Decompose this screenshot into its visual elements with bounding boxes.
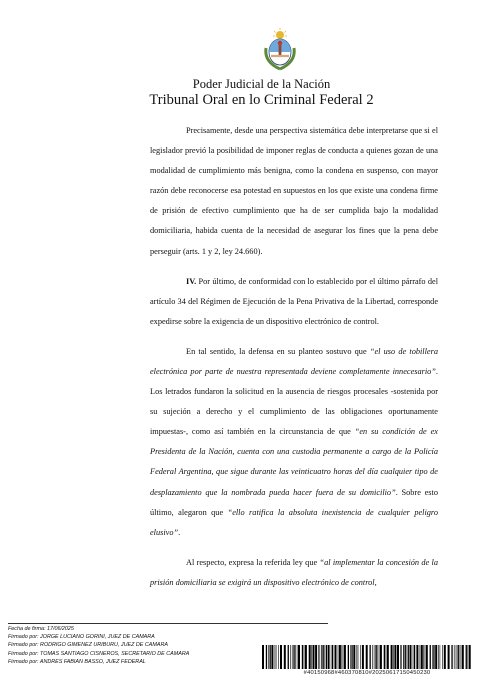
barcode-bar [380, 645, 382, 669]
barcode-bar [425, 645, 426, 669]
barcode-bar [401, 645, 402, 669]
barcode-bar [353, 645, 355, 669]
barcode-bar [451, 645, 452, 669]
barcode-bar [298, 645, 300, 669]
barcode-bar [468, 645, 469, 669]
paragraph-3-text-3: . Sobre esto último, alegaron que [150, 487, 438, 517]
barcode-bar [448, 645, 450, 669]
barcode-bar [315, 645, 317, 669]
barcode-bar [288, 645, 289, 669]
barcode-bar [397, 645, 399, 669]
barcode-bar [304, 645, 305, 669]
barcode-bar [394, 645, 396, 669]
barcode-bar [454, 645, 455, 669]
barcode-bar [421, 645, 423, 669]
paragraph-2-text: Por último, de conformidad con lo establecido por el último párrafo del artículo 34 del Régimen de Ejecución de la Pena Privativa de la Libertad, corresponde expedirse sobre la exigencia de un dispositivo electrónico de control. [150, 277, 438, 327]
barcode-bar [403, 645, 404, 669]
barcode-bar [458, 645, 459, 669]
signer-4: Firmado por: ANDRES FABIAN BASSO, JUEZ FEDERAL [8, 658, 146, 665]
paragraph-3-quote-3: “ello ratifica la absoluta inexistencia de cualquier peligro elusivo” [150, 507, 439, 537]
barcode-bar [344, 645, 346, 669]
barcode-bar [440, 645, 441, 669]
paragraph-3-text-1: En tal sentido, la defensa en su planteo sostuvo que [186, 346, 370, 356]
barcode-bar [379, 645, 380, 669]
coat-of-arms-seal [261, 28, 299, 72]
barcode-bar [408, 645, 409, 669]
barcode-bar [456, 645, 457, 669]
barcode-bar [376, 645, 377, 669]
barcode-bar [318, 645, 319, 669]
barcode-number: #40150968#460370810#20250617150450230 [303, 670, 431, 676]
paragraph-3-quote-2: “en su condición de ex Presidenta de la Nación, cuenta con una custodia permanente a cargo de la Policía Federal Argentina, que sigue durante las veinticuatro horas del día cualquier tipo de desplazamiento que la nombrada pueda hacer fuera de su domicilio” [150, 427, 438, 497]
barcode-bar [268, 645, 269, 669]
barcode-bar [366, 645, 368, 669]
barcode-bar [342, 645, 343, 669]
barcode-bar [438, 645, 439, 669]
barcode-bar [293, 645, 294, 669]
barcode-bar [350, 645, 351, 669]
barcode-bar [391, 645, 393, 669]
barcode-bar [332, 645, 333, 669]
barcode-bar [386, 645, 387, 669]
barcode-bar [405, 645, 406, 669]
barcode-bar [305, 645, 307, 669]
barcode-bar [358, 645, 359, 669]
signature-block [8, 625, 288, 666]
document-barcode [262, 645, 472, 677]
barcode-bar [275, 645, 276, 669]
barcode-bar [297, 645, 298, 669]
barcode-bar [266, 645, 267, 669]
barcode-bar [262, 645, 264, 669]
barcode-bar [457, 645, 458, 669]
barcode-bar [271, 645, 273, 669]
paragraph-4-quote-1: “al implementar la concesión de la prisión domiciliaria se exigirá un dispositivo electrónico de control, [150, 558, 438, 588]
barcode-bar [442, 645, 443, 669]
barcode-bar [416, 645, 418, 669]
barcode-bar [326, 645, 327, 669]
barcode-bar [280, 645, 282, 669]
paragraph-3-text-2: . Los letrados fundaron la solicitud en la ausencia de riesgos procesales -sostenida por su sujeción a derecho y el cumplimiento de las obligaciones oportunamente impuestas-, como así también en la circunstancia de que [150, 367, 438, 437]
barcode-bar [461, 645, 462, 669]
barcode-bar [339, 645, 341, 669]
barcode-bar [375, 645, 376, 669]
barcode-bar [430, 645, 431, 669]
barcode-bar [335, 645, 337, 669]
barcode-bar [290, 645, 291, 669]
paragraph-3 [150, 342, 438, 543]
barcode-bar [387, 645, 389, 669]
barcode-bar [284, 645, 286, 669]
document-body [150, 121, 438, 604]
barcode-bar [374, 645, 375, 669]
barcode-bar [320, 645, 321, 669]
barcode-bar [351, 645, 352, 669]
barcode-image [262, 645, 472, 669]
barcode-bar [414, 645, 415, 669]
barcode-bar [420, 645, 421, 669]
barcode-bar [309, 645, 311, 669]
barcode-bar [276, 645, 277, 669]
signer-3: Firmado por: TOMAS SANTIAGO CISNEROS, SECRETARIO DE CAMARA [8, 650, 190, 657]
section-label: IV. [186, 277, 197, 287]
barcode-bar [372, 645, 373, 669]
barcode-bar [393, 645, 394, 669]
paragraph-3-quote-1: “el uso de tobillera electrónica por parte de nuestra representada deviene completamente innecesario” [150, 346, 438, 377]
barcode-bar [294, 645, 295, 669]
barcode-bar [400, 645, 401, 669]
barcode-bar [462, 645, 464, 669]
barcode-bar [469, 645, 471, 669]
signature-date: Fecha de firma: 17/06/2025 [8, 626, 74, 632]
barcode-bar [338, 645, 339, 669]
paragraph-4 [150, 553, 438, 593]
barcode-bar [362, 645, 364, 669]
barcode-bar [426, 645, 428, 669]
barcode-bar [466, 645, 467, 669]
barcode-bar [370, 645, 371, 669]
barcode-bar [435, 645, 437, 669]
paragraph-4-text-1: Al respecto, expresa la referida ley que [186, 558, 320, 568]
barcode-bar [444, 645, 446, 669]
barcode-bar [384, 645, 385, 669]
signature-divider [8, 623, 328, 624]
barcode-bar [270, 645, 271, 669]
barcode-bar [410, 645, 412, 669]
barcode-bar [360, 645, 361, 669]
barcode-bar [313, 645, 315, 669]
paragraph-3-text-4: . [178, 527, 181, 537]
barcode-bar [413, 645, 414, 669]
paragraph-1: Precisamente, desde una perspectiva sistemática debe interpretarse que si el legislador previó la posibilidad de imponer reglas de conducta a quienes gozan de una modalidad de cumplimiento más benigna, como la condena en suspenso, con mayor razón debe reconocerse esa potestad en supuestos en los que existe una condena firme de prisión de efectivo cumplimiento que ha de ser cumplida bajo la modalidad domiciliaria, habida cuenta de la necesidad de asegurar los fines que la pena debe perseguir (arts. 1 y 2, ley 24.660). [150, 126, 438, 256]
barcode-bar [323, 645, 324, 669]
paragraph-2 [150, 272, 438, 332]
barcode-bar [321, 645, 322, 669]
barcode-bar [343, 645, 344, 669]
tribunal-name: Tribunal Oral en lo Criminal Federal 2 [149, 92, 374, 108]
signer-2: Firmado por: RODRIGO GIMENEZ URIBURU, JUEZ DE CAMARA [8, 642, 168, 649]
barcode-bar [328, 645, 330, 669]
barcode-bar [331, 645, 332, 669]
barcode-bar [357, 645, 358, 669]
barcode-bar [348, 645, 349, 669]
court-name: Poder Judicial de la Nación [192, 77, 331, 91]
signer-1: Firmado por: JORGE LUCIANO GORINI, JUEZ DE CAMARA [8, 634, 155, 641]
barcode-bar [302, 645, 303, 669]
barcode-bar [278, 645, 279, 669]
barcode-bar [432, 645, 433, 669]
barcode-bar [423, 645, 424, 669]
barcode-bar [433, 645, 434, 669]
barcode-bar [311, 645, 312, 669]
barcode-bar [292, 645, 293, 669]
